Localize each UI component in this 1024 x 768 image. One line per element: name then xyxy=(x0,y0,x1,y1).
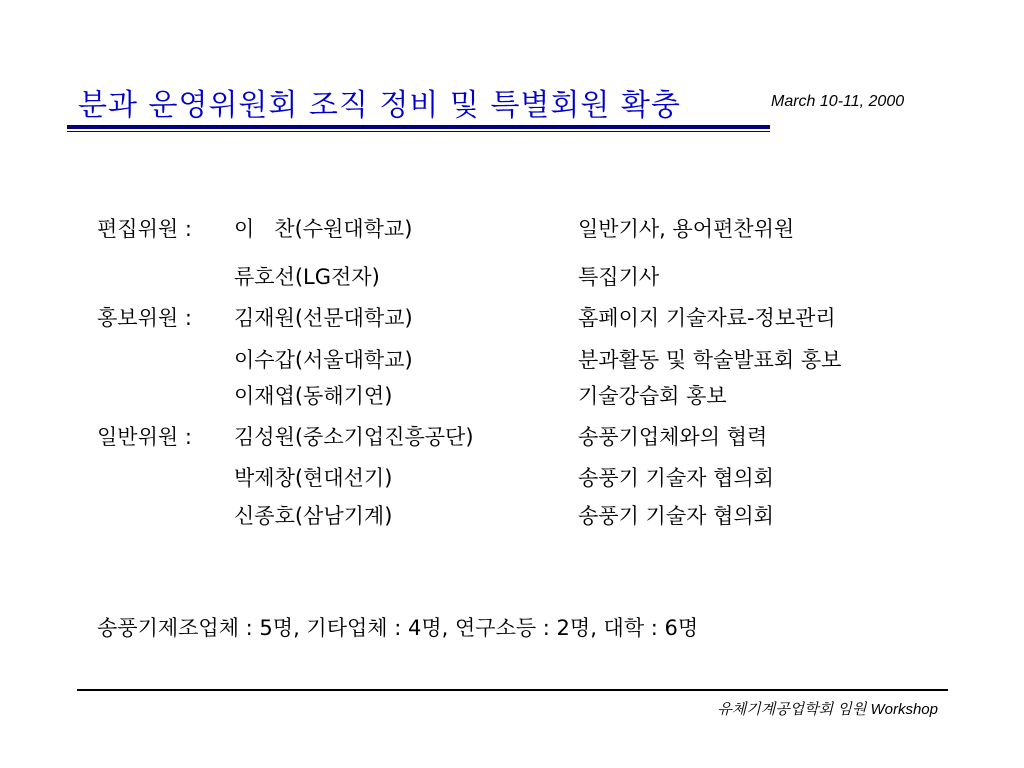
member-duty: 기술강습회 홍보 xyxy=(578,384,727,408)
footer-text: 유체기계공업학회 임원 Workshop xyxy=(717,701,938,718)
slide-title: 분과 운영위원회 조직 정비 및 특별회원 확충 xyxy=(78,88,681,123)
title-underline-thin xyxy=(67,131,770,132)
footer-divider xyxy=(77,689,948,691)
member-duty: 분과활동 및 학술발표회 홍보 xyxy=(578,348,842,372)
member-row xyxy=(0,380,1024,410)
member-name: 김성원(중소기업진흥공단) xyxy=(234,425,474,449)
member-row xyxy=(0,213,1024,243)
member-duty: 특집기사 xyxy=(578,265,660,289)
member-role: 홍보위원 : xyxy=(97,306,192,330)
member-name: 김재원(선문대학교) xyxy=(234,306,413,330)
member-name: 박제창(현대선기) xyxy=(234,466,393,490)
member-row xyxy=(0,421,1024,451)
member-summary: 송풍기제조업체 : 5명, 기타업체 : 4명, 연구소등 : 2명, 대학 : 6명 xyxy=(97,616,699,640)
member-name: 이 찬(수원대학교) xyxy=(234,217,413,241)
slide-date: March 10-11, 2000 xyxy=(771,93,905,110)
member-role: 일반위원 : xyxy=(97,425,192,449)
title-underline-thick xyxy=(67,125,770,129)
member-duty: 송풍기 기술자 협의회 xyxy=(578,504,774,528)
member-duty: 홈페이지 기술자료-정보관리 xyxy=(578,306,836,330)
member-row xyxy=(0,302,1024,332)
member-row xyxy=(0,462,1024,492)
member-name: 이재엽(동해기연) xyxy=(234,384,393,408)
member-duty: 일반기사, 용어편찬위원 xyxy=(578,217,795,241)
member-row xyxy=(0,500,1024,530)
member-name: 이수갑(서울대학교) xyxy=(234,348,413,372)
member-name: 신종호(삼남기계) xyxy=(234,504,393,528)
member-duty: 송풍기업체와의 협력 xyxy=(578,425,768,449)
member-row xyxy=(0,344,1024,374)
member-duty: 송풍기 기술자 협의회 xyxy=(578,466,774,490)
member-role: 편집위원 : xyxy=(97,217,192,241)
member-name: 류호선(LG전자) xyxy=(234,265,380,289)
member-row xyxy=(0,261,1024,291)
